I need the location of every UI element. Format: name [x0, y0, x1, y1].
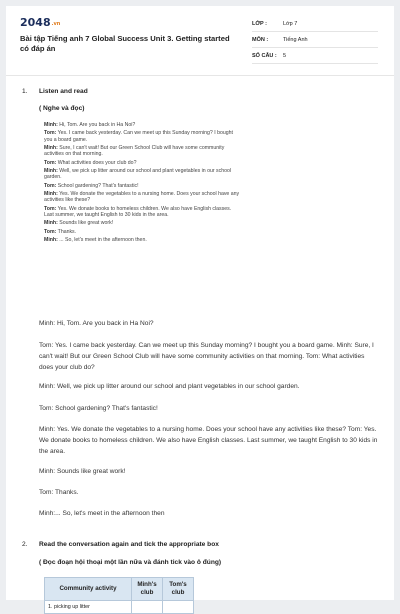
- table-row: [45, 601, 194, 614]
- table-header: Community activity: [45, 578, 132, 601]
- meta-table: [252, 16, 378, 64]
- paragraph: Minh:... So, let's meet in the afternoon then: [39, 510, 165, 517]
- meta-label: LỚP :: [252, 20, 267, 27]
- page-header: [6, 6, 394, 72]
- meta-value: Tiếng Anh: [283, 36, 308, 43]
- table-header: Minh's club: [132, 578, 163, 601]
- dialog-line: Minh: Well, we pick up litter around our school and plant vegetables in our school garden.: [44, 167, 232, 181]
- table-header: Tom's club: [163, 578, 194, 601]
- dialog-line: Minh: Sounds like great work!: [44, 220, 114, 227]
- question-subtitle: ( Nghe và đọc): [39, 105, 85, 112]
- meta-label: SỐ CÂU :: [252, 52, 277, 59]
- logo-suffix: .vn: [51, 21, 61, 27]
- dialog-line: Tom: Yes. We donate books to homeless children. We also have English classes. Last summer, we taught English to 30 kids in the area.: [44, 205, 232, 218]
- question-title: Read the conversation again and tick the appropriate box: [39, 541, 219, 548]
- paragraph: Tom: School gardening? That's fantastic!: [39, 405, 158, 412]
- paragraph: Minh: Hi, Tom. Are you back in Ha Noi?: [39, 320, 154, 327]
- table-cell: 1. picking up litter: [45, 601, 132, 614]
- site-logo[interactable]: [20, 16, 60, 29]
- document-page: [6, 6, 394, 610]
- meta-row-subject: [252, 32, 378, 48]
- question-number: 1.: [22, 88, 28, 95]
- dialog-line: Tom: Yes. I came back yesterday. Can we meet up this Sunday morning? I bought you a board game.: [44, 130, 233, 143]
- header-divider: [6, 75, 394, 76]
- dialog-line: Minh: ... So, let's meet in the afternoon then.: [44, 236, 147, 243]
- meta-row-count: [252, 48, 378, 64]
- question-number: 2.: [22, 541, 28, 548]
- meta-row-grade: [252, 16, 378, 32]
- meta-value: Lớp 7: [283, 20, 298, 27]
- paragraph: Minh: Yes. We donate the vegetables to a nursing home. Does your school have any activities like these? Tom: Yes. We donate books to homeless children. We also have English classes. Last summer, we taught English to 30 kids in the area.: [39, 426, 378, 455]
- tick-box-tom[interactable]: [163, 601, 194, 614]
- paragraph: Minh: Sounds like great work!: [39, 468, 126, 475]
- paragraph: Tom: Yes. I came back yesterday. Can we meet up this Sunday morning? I bought you a board game. Minh: Sure, I can't wait! But our Green School Club will have some community activities on that morning. Tom: What activities does your club do?: [39, 342, 374, 371]
- meta-label: MÔN :: [252, 36, 269, 43]
- dialog-image: [44, 122, 240, 308]
- question-subtitle: ( Đọc đoạn hội thoại một lần nữa và đánh tick vào ô đúng): [39, 559, 222, 566]
- document-title: Bài tập Tiếng anh 7 Global Success Unit 3. Getting started có đáp án: [20, 34, 230, 53]
- tick-box-minh[interactable]: [132, 601, 163, 614]
- question-title: Listen and read: [39, 88, 88, 95]
- paragraph: Tom: Thanks.: [39, 489, 79, 496]
- dialog-line: Tom: What activities does your club do?: [44, 159, 137, 166]
- dialog-line: Minh: Yes. We donate the vegetables to a nursing home. Does your school have any activities like these?: [44, 190, 240, 204]
- dialog-line: Minh: Sure, I can't wait! But our Green School Club will have some community activities on that morning.: [44, 144, 225, 158]
- logo-main: 2048: [20, 16, 51, 29]
- paragraph: Minh: Well, we pick up litter around our school and plant vegetables in our school garden.: [39, 383, 300, 390]
- dialog-line: Tom: School gardening? That's fantastic!: [44, 182, 139, 189]
- dialog-line: Tom: Thanks.: [44, 228, 77, 235]
- dialog-line: Minh: Hi, Tom. Are you back in Ha Noi?: [44, 122, 136, 128]
- meta-value: 5: [283, 52, 287, 59]
- activity-table: [44, 577, 194, 614]
